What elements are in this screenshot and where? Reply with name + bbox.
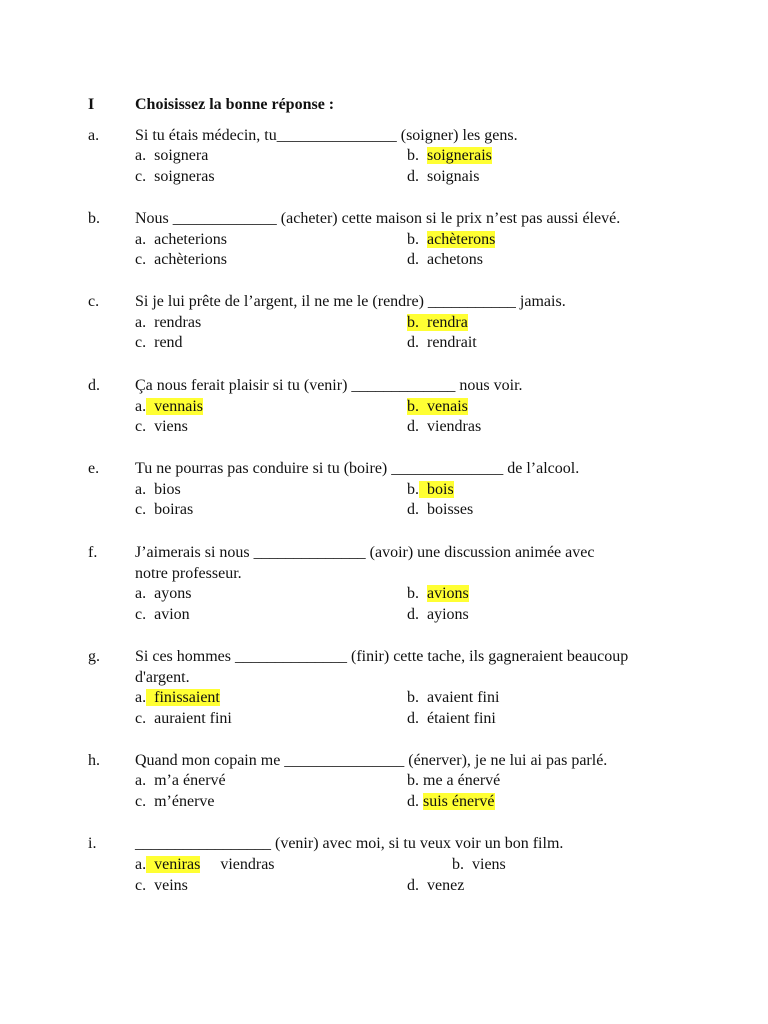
option-c: c. m’énerve: [135, 793, 215, 810]
question-text: Tu ne pourras pas conduire si tu (boire) ______________ de l’alcool.: [135, 460, 580, 477]
option-d: d. suis énervé: [407, 793, 495, 810]
option-b: [407, 397, 468, 417]
section-number: I: [88, 96, 95, 113]
option-a: a. soignera: [135, 147, 209, 164]
question-letter: c.: [88, 293, 100, 310]
option-d: d. achetons: [407, 251, 483, 268]
option-d: d. ayions: [407, 606, 469, 623]
option-c: c. auraient fini: [135, 710, 232, 727]
option-b: b. bois: [407, 481, 454, 498]
highlighted-answer: vennais: [146, 398, 203, 415]
question-text: Nous _____________ (acheter) cette maison si le prix n’est pas aussi élevé.: [135, 210, 621, 227]
option-c: c. viens: [135, 418, 188, 435]
question-letter: h.: [88, 752, 100, 769]
option-a: a. veniras viendras: [135, 856, 275, 873]
question-text-cont: d'argent.: [135, 669, 190, 686]
highlighted-answer: b. rendra: [407, 314, 468, 331]
option-b: b. avions: [407, 585, 469, 602]
option-a-extra: viendras: [220, 856, 275, 873]
question-letter: i.: [88, 835, 97, 852]
highlighted-answer: veniras: [146, 856, 200, 873]
option-a: a. ayons: [135, 585, 192, 602]
question-text: J’aimerais si nous ______________ (avoir) une discussion animée avec: [135, 544, 595, 561]
option-c: c. rend: [135, 334, 183, 351]
option-b: b. achèterons: [407, 231, 496, 248]
option-b: [407, 313, 468, 333]
question-letter: a.: [88, 127, 100, 144]
question-text: _________________ (venir) avec moi, si tu veux voir un bon film.: [135, 835, 564, 852]
option-b: b. me a énervé: [407, 772, 501, 789]
highlighted-answer: soignerais: [427, 147, 492, 164]
option-a: a. acheterions: [135, 231, 227, 248]
question-text-cont: notre professeur.: [135, 565, 242, 582]
highlighted-answer: suis énervé: [423, 793, 495, 810]
question-letter: f.: [88, 544, 98, 561]
option-a: a. rendras: [135, 314, 202, 331]
option-a: a. bios: [135, 481, 181, 498]
question-text: Si ces hommes ______________ (finir) cette tache, ils gagneraient beaucoup: [135, 648, 629, 665]
question-letter: d.: [88, 377, 100, 394]
section-instruction: Choisissez la bonne réponse :: [135, 96, 335, 113]
option-d: d. venez: [407, 877, 465, 894]
question-text: Si tu étais médecin, tu_______________ (soigner) les gens.: [135, 127, 518, 144]
question-text: Si je lui prête de l’argent, il ne me le (rendre) ___________ jamais.: [135, 293, 566, 310]
option-a: a. vennais: [135, 398, 203, 415]
option-c: c. soigneras: [135, 168, 215, 185]
option-d: d. boisses: [407, 501, 474, 518]
option-d: d. étaient fini: [407, 710, 496, 727]
highlighted-answer: finissaient: [146, 689, 220, 706]
option-b: b. soignerais: [407, 147, 492, 164]
highlighted-answer: avions: [427, 585, 469, 602]
option-c: c. achèterions: [135, 251, 227, 268]
option-a: a. m’a énervé: [135, 772, 226, 789]
option-a: a. finissaient: [135, 689, 220, 706]
option-c: c. veins: [135, 877, 188, 894]
question-text: Quand mon copain me _______________ (énerver), je ne lui ai pas parlé.: [135, 752, 608, 769]
highlighted-answer: bois: [419, 481, 454, 498]
question-letter: b.: [88, 210, 100, 227]
option-b: b. avaient fini: [407, 689, 500, 706]
option-c: c. avion: [135, 606, 190, 623]
question-letter: g.: [88, 648, 100, 665]
question-letter: e.: [88, 460, 100, 477]
highlighted-answer: b. venais: [407, 398, 468, 415]
option-d: d. rendrait: [407, 334, 477, 351]
option-d: d. viendras: [407, 418, 482, 435]
highlighted-answer: achèterons: [427, 231, 496, 248]
option-b: b. viens: [452, 856, 506, 873]
option-c: c. boiras: [135, 501, 194, 518]
question-text: Ça nous ferait plaisir si tu (venir) _____________ nous voir.: [135, 377, 523, 394]
option-d: d. soignais: [407, 168, 480, 185]
